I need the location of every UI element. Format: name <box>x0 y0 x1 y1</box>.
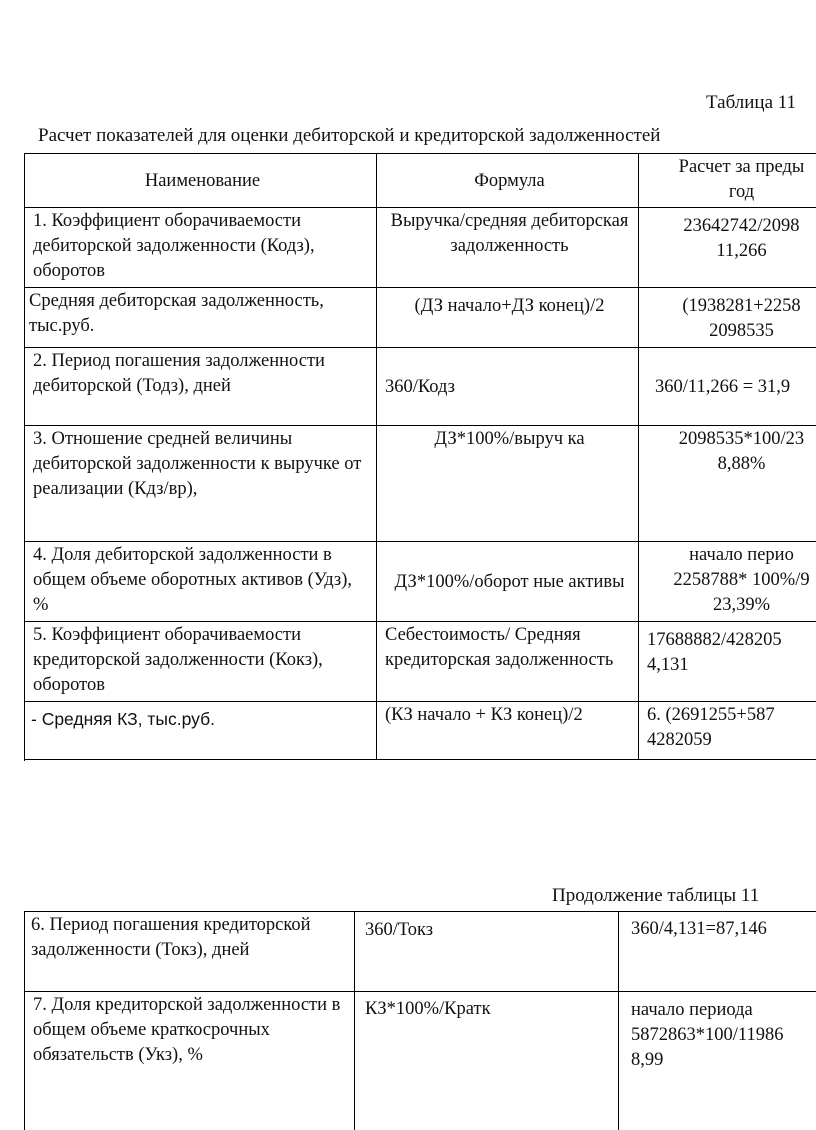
indicator-calc: начало перио 2258788* 100%/9 23,39% <box>639 542 816 621</box>
indicator-name: - Средняя КЗ, тыс.руб. <box>25 702 377 759</box>
table-row <box>25 542 816 622</box>
indicator-name: 6. Период погашения кредиторской задолженности (Токз), дней <box>25 912 355 991</box>
indicator-calc: 23642742/2098 11,266 <box>639 208 816 287</box>
table-row <box>25 348 816 426</box>
indicators-table <box>24 153 816 761</box>
indicator-name: Средняя дебиторская задолженность, тыс.руб. <box>25 288 377 347</box>
indicator-formula: (КЗ начало + КЗ конец)/2 <box>377 702 639 759</box>
column-header-calc: Расчет за преды год <box>639 154 816 207</box>
column-header-name: Наименование <box>25 154 377 207</box>
table-row <box>25 912 816 992</box>
indicator-calc: 6. (2691255+587 4282059 <box>639 702 816 759</box>
indicator-formula: 360/Кодз <box>377 348 639 425</box>
table-row <box>25 622 816 702</box>
indicator-name: 5. Коэффициент оборачиваемости кредиторской задолженности (Кокз), оборотов <box>25 622 377 701</box>
indicator-calc: 17688882/428205 4,131 <box>639 622 816 701</box>
column-header-formula: Формула <box>377 154 639 207</box>
indicator-formula: Выручка/средняя дебиторская задолженность <box>377 208 639 287</box>
indicator-formula: 360/Токз <box>355 912 619 991</box>
continuation-label: Продолжение таблицы 11 <box>552 885 760 906</box>
indicator-calc: 360/11,266 = 31,9 <box>639 348 816 425</box>
table-row <box>25 992 816 1130</box>
table-row <box>25 208 816 288</box>
indicator-formula: ДЗ*100%/оборот ные активы <box>377 542 639 621</box>
indicators-table-continued <box>24 911 816 1130</box>
indicator-name: 4. Доля дебиторской задолженности в общем объеме оборотных активов (Удз), % <box>25 542 377 621</box>
table-header-row <box>25 154 816 208</box>
indicator-name: 2. Период погашения задолженности дебиторской (Тодз), дней <box>25 348 377 425</box>
indicator-calc: (1938281+2258 2098535 <box>639 288 816 347</box>
table-row <box>25 426 816 542</box>
table-row <box>25 288 816 348</box>
table-number-label: Таблица 11 <box>706 92 797 113</box>
indicator-calc: начало периода 5872863*100/11986 8,99 <box>619 992 816 1130</box>
indicator-formula: (ДЗ начало+ДЗ конец)/2 <box>377 288 639 347</box>
indicator-name: 7. Доля кредиторской задолженности в общем объеме краткосрочных обязательств (Укз), % <box>25 992 355 1130</box>
indicator-formula: ДЗ*100%/выруч ка <box>377 426 639 541</box>
indicator-calc: 2098535*100/23 8,88% <box>639 426 816 541</box>
indicator-calc: 360/4,131=87,146 <box>619 912 816 991</box>
document-title: Расчет показателей для оценки дебиторской и кредиторской задолженностей <box>38 125 661 146</box>
indicator-name: 1. Коэффициент оборачиваемости дебиторской задолженности (Кодз), оборотов <box>25 208 377 287</box>
table-row <box>25 702 816 760</box>
indicator-formula: КЗ*100%/Кратк <box>355 992 619 1130</box>
indicator-formula: Себестоимость/ Средняя кредиторская задолженность <box>377 622 639 701</box>
indicator-name: 3. Отношение средней величины дебиторской задолженности к выручке от реализации (Кдз/вр), <box>25 426 377 541</box>
